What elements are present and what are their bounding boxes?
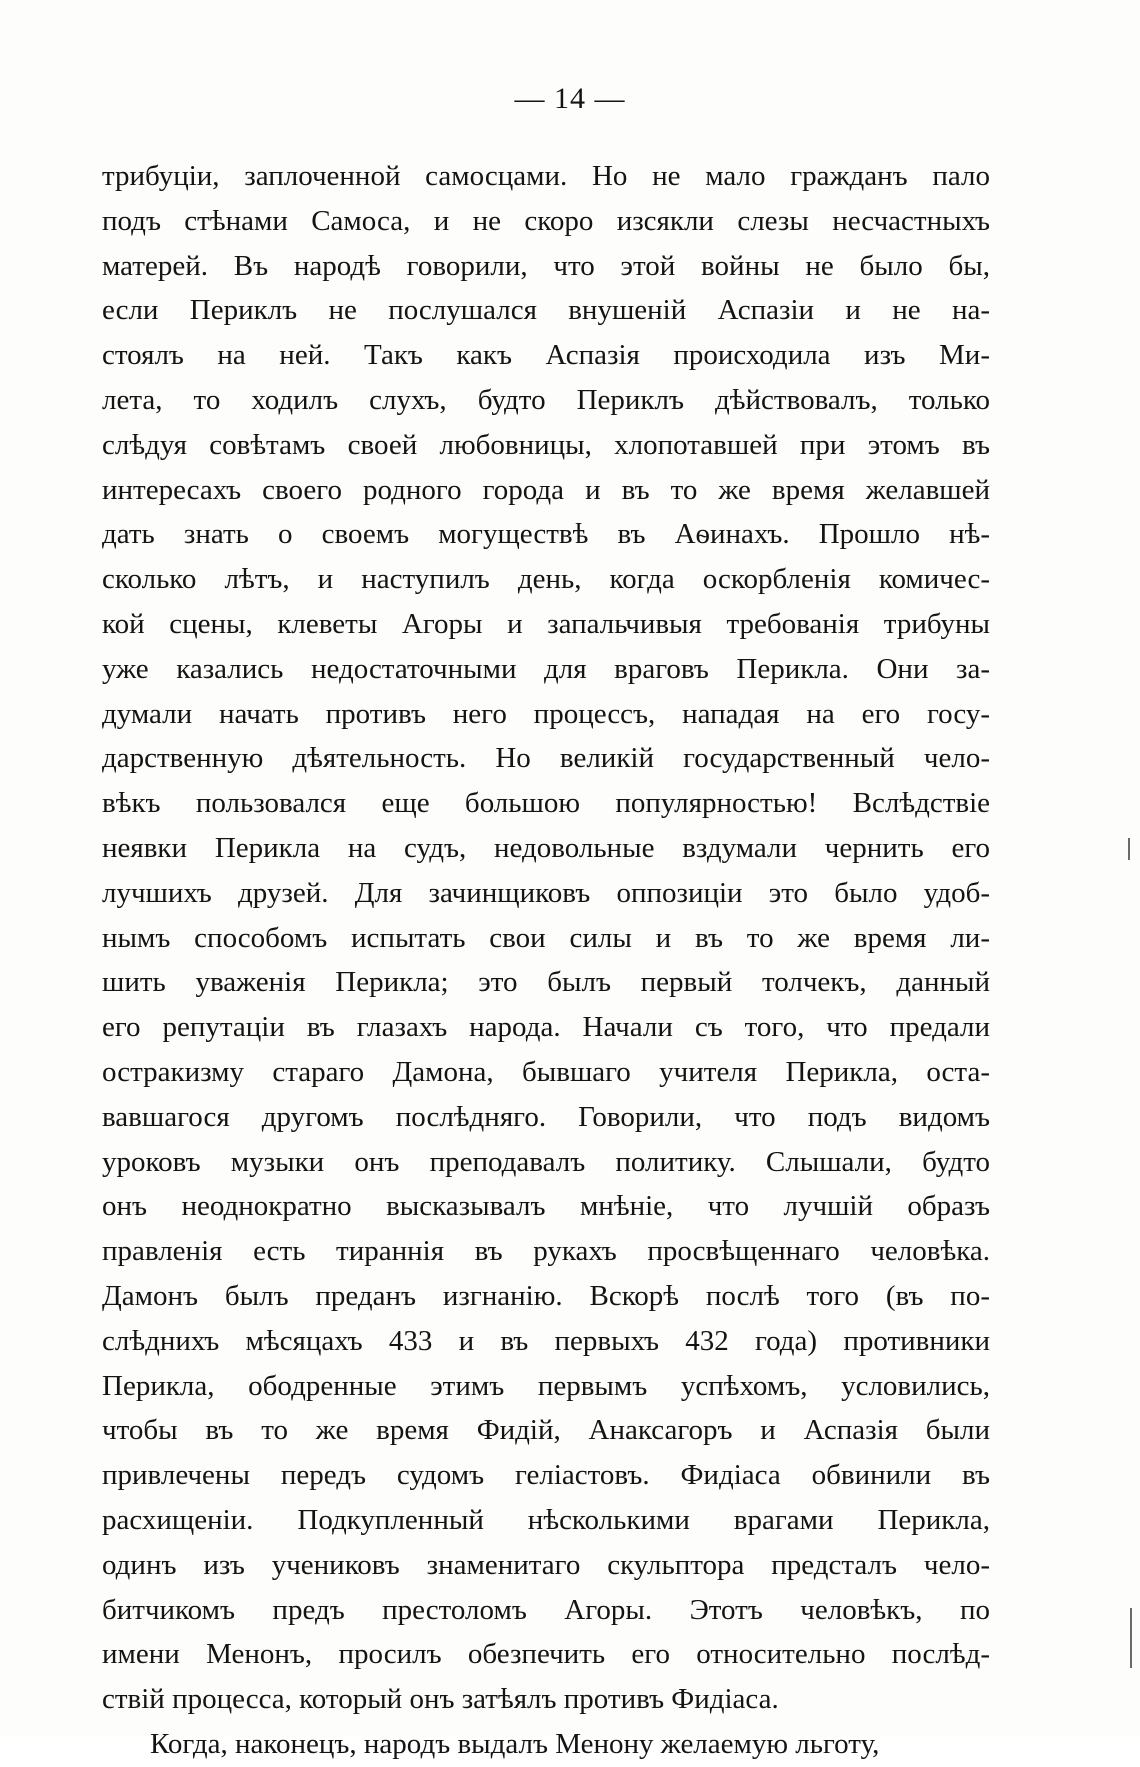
paragraph <box>102 1722 990 1767</box>
text-line: дать знать о своемъ могуществѣ въ Аѳинахъ. Прошло нѣ- <box>102 518 990 551</box>
text-line: нымъ способомъ испытать свои силы и въ то же время ли- <box>102 921 990 954</box>
text-line: подъ стѣнами Самоса, и не скоро изсякли слезы несчастныхъ <box>102 204 990 237</box>
text-line: сколько лѣтъ, и наступилъ день, когда оскорбленія комичес- <box>102 563 990 596</box>
text-line: уроковъ музыки онъ преподавалъ политику. Слышали, будто <box>102 1145 990 1178</box>
page-number: — 14 — <box>514 82 626 115</box>
text-line: имени Менонъ, просилъ обезпечить его относительно послѣд- <box>102 1638 990 1671</box>
text-line: слѣдуя совѣтамъ своей любовницы, хлопотавшей при этомъ въ <box>102 428 990 461</box>
text-line: онъ неоднократно высказывалъ мнѣніе, что лучшій образъ <box>102 1190 990 1223</box>
paragraph <box>102 154 990 1722</box>
text-line: лучшихъ друзей. Для зачинщиковъ оппозиціи это было удоб- <box>102 876 990 909</box>
text-line: неявки Перикла на судъ, недовольные вздумали чернить его <box>102 831 990 864</box>
text-line: привлечены передъ судомъ геліастовъ. Фидіаса обвинили въ <box>102 1459 990 1492</box>
text-line: если Периклъ не послушался внушеній Аспазіи и не на- <box>102 294 990 327</box>
text-line: вѣкъ пользовался еще большою популярностью! Вслѣдствіе <box>102 787 990 820</box>
text-line: стоялъ на ней. Такъ какъ Аспазія происходила изъ Ми- <box>102 339 990 372</box>
text-line: думали начать противъ него процессъ, нападая на его госу- <box>102 697 990 730</box>
body-text <box>102 154 990 1767</box>
scan-margin-mark <box>1130 1608 1132 1668</box>
text-line: Перикла, ободренные этимъ первымъ успѣхомъ, условились, <box>102 1369 990 1402</box>
text-line: матерей. Въ народѣ говорили, что этой войны не было бы, <box>102 249 990 282</box>
scan-margin-mark <box>1128 838 1130 860</box>
text-line: лета, то ходилъ слухъ, будто Периклъ дѣйствовалъ, только <box>102 383 990 416</box>
text-line: дарственную дѣятельность. Но великій государственный чело- <box>102 742 990 775</box>
text-line: слѣднихъ мѣсяцахъ 433 и въ первыхъ 432 года) противники <box>102 1324 990 1357</box>
text-line: вавшагося другомъ послѣдняго. Говорили, что подъ видомъ <box>102 1100 990 1133</box>
text-line: интересахъ своего родного города и въ то же время желавшей <box>102 473 990 506</box>
text-line: кой сцены, клеветы Агоры и запальчивыя требованія трибуны <box>102 607 990 640</box>
text-line: ствій процесса, который онъ затѣялъ противъ Фидіаса. <box>102 1683 779 1716</box>
text-line: его репутаціи въ глазахъ народа. Начали съ того, что предали <box>102 1011 990 1044</box>
text-line: остракизму стараго Дамона, бывшаго учителя Перикла, оста- <box>102 1055 990 1088</box>
text-line: Когда, наконецъ, народъ выдалъ Менону желаемую льготу, <box>150 1727 880 1760</box>
text-line: расхищеніи. Подкупленный нѣсколькими врагами Перикла, <box>102 1503 990 1536</box>
text-line: битчикомъ предъ престоломъ Агоры. Этотъ человѣкъ, по <box>102 1593 990 1626</box>
text-line: правленія есть тираннія въ рукахъ просвѣщеннаго человѣка. <box>102 1235 990 1268</box>
text-line: чтобы въ то же время Фидій, Анаксагоръ и Аспазія были <box>102 1414 990 1447</box>
text-line: уже казались недостаточными для враговъ Перикла. Они за- <box>102 652 990 685</box>
text-line: шить уваженія Перикла; это былъ первый толчекъ, данный <box>102 966 990 999</box>
text-line: одинъ изъ учениковъ знаменитаго скульптора предсталъ чело- <box>102 1548 990 1581</box>
text-line: Дамонъ былъ преданъ изгнанію. Вскорѣ послѣ того (въ по- <box>102 1279 990 1312</box>
text-line: трибуціи, заплоченной самосцами. Но не мало гражданъ пало <box>102 160 990 192</box>
